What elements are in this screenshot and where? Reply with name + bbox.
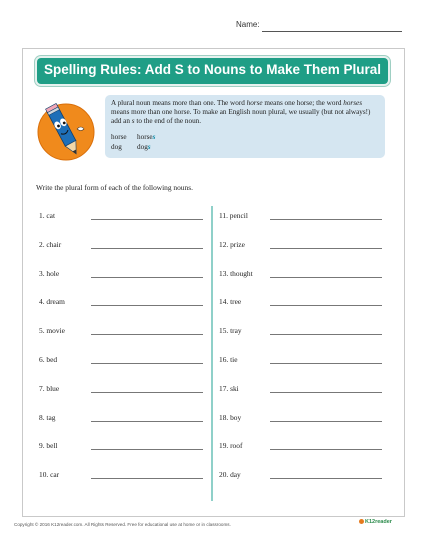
title-banner xyxy=(37,58,388,84)
info-text: A plural noun means more than one. The word horse means one horse; the word horses means more than one horse. To make an English noun plural, we usually (but not always!) add an s to the end of the noun. xyxy=(111,99,371,125)
answer-line[interactable] xyxy=(270,277,382,278)
answer-line[interactable] xyxy=(91,478,203,479)
info-box xyxy=(105,95,385,158)
example-singular-1: horse xyxy=(111,133,127,141)
item-label: 20. day xyxy=(219,470,241,480)
item-label: 7. blue xyxy=(39,383,60,393)
item-label: 12. prize xyxy=(219,239,245,249)
item-label: 18. boy xyxy=(219,412,242,422)
answer-line[interactable] xyxy=(270,478,382,479)
item-label: 16. tie xyxy=(219,355,238,364)
page-title: Spelling Rules: Add S to Nouns to Make Them Plural xyxy=(43,62,382,77)
answer-line[interactable] xyxy=(270,421,382,422)
name-label: Name: xyxy=(236,20,260,29)
answer-line[interactable] xyxy=(91,334,203,335)
answer-line[interactable] xyxy=(270,305,382,306)
answer-line[interactable] xyxy=(270,449,382,450)
item-label: 1. cat xyxy=(39,211,56,220)
item-label: 6. bed xyxy=(39,355,58,364)
item-label: 9. bell xyxy=(39,441,58,451)
example-plural-2: dogs xyxy=(137,143,151,151)
item-label: 17. ski xyxy=(219,383,239,393)
item-label: 15. tray xyxy=(219,326,242,336)
item-label: 2. chair xyxy=(39,239,62,249)
name-field[interactable] xyxy=(262,31,402,32)
copyright-text: Copyright © 2016 K12reader.com. All Rights Reserved. Free for educational use at home or in classrooms. xyxy=(14,522,231,527)
item-label: 14. tree xyxy=(219,297,242,307)
answer-line[interactable] xyxy=(270,248,382,249)
logo-dot-icon xyxy=(359,519,364,524)
answer-line[interactable] xyxy=(91,305,203,306)
item-label: 10. car xyxy=(39,470,60,480)
item-label: 13. thought xyxy=(219,268,253,278)
item-label: 19. roof xyxy=(219,441,243,451)
answer-line[interactable] xyxy=(270,219,382,220)
item-label: 11. pencil xyxy=(219,211,248,220)
example-plural-1: horses xyxy=(137,133,156,141)
answer-line[interactable] xyxy=(91,248,203,249)
answer-line[interactable] xyxy=(270,334,382,335)
answer-line[interactable] xyxy=(91,363,203,364)
answer-line[interactable] xyxy=(270,363,382,364)
answer-line[interactable] xyxy=(91,449,203,450)
answer-line[interactable] xyxy=(91,421,203,422)
answer-line[interactable] xyxy=(91,392,203,393)
item-label: 5. movie xyxy=(39,326,65,336)
example-singular-2: dog xyxy=(111,143,122,151)
answer-line[interactable] xyxy=(91,219,203,220)
k12reader-logo: K12reader xyxy=(359,519,392,525)
item-label: 8. tag xyxy=(39,412,56,422)
pencil-character-icon xyxy=(34,99,98,163)
answer-line[interactable] xyxy=(270,392,382,393)
item-label: 3. hole xyxy=(39,268,60,278)
column-divider xyxy=(211,206,213,501)
instructions: Write the plural form of each of the following nouns. xyxy=(36,183,193,192)
item-label: 4. dream xyxy=(39,297,65,307)
answer-line[interactable] xyxy=(91,277,203,278)
